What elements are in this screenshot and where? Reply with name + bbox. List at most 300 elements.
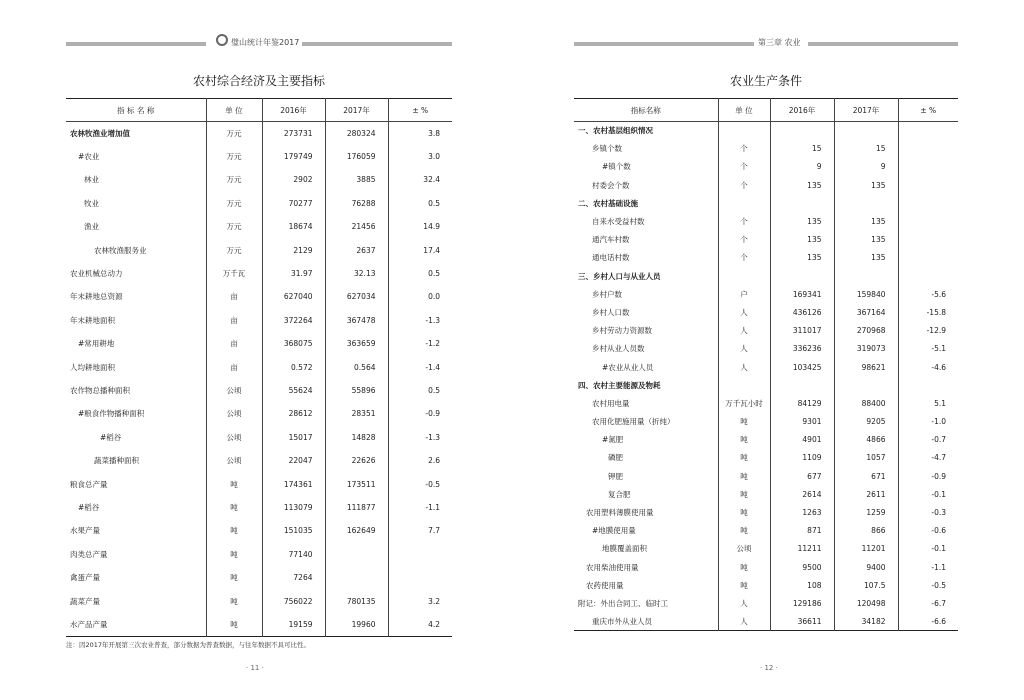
cell-y2017: 1259 (834, 503, 898, 521)
cell-unit: 个 (718, 176, 770, 194)
column-header-name: 指 标 名 称 (66, 99, 206, 122)
column-header-2016: 2016年 (262, 99, 325, 122)
cell-y2017: 866 (834, 522, 898, 540)
cell-y2016: 627040 (262, 285, 325, 308)
cell-unit: 人 (718, 594, 770, 612)
cell-unit: 户 (718, 285, 770, 303)
cell-name: 年末耕地面积 (70, 315, 115, 325)
cell-unit: 吨 (206, 589, 262, 612)
table-row (66, 543, 452, 566)
cell-y2016: 756022 (262, 589, 325, 612)
column-header-unit: 单 位 (718, 99, 770, 122)
cell-y2017: 159840 (834, 285, 898, 303)
cell-unit: 个 (718, 212, 770, 230)
cell-y2017: 135 (834, 176, 898, 194)
cell-unit: 吨 (718, 467, 770, 485)
cell-y2017: 19960 (325, 613, 388, 636)
table-row (66, 285, 452, 308)
cell-y2016: 84129 (770, 394, 834, 412)
cell-y2016: 273731 (262, 122, 325, 145)
cell-pct: -1.0 (898, 413, 958, 431)
cell-y2017: 107.5 (834, 576, 898, 594)
cell-unit: 吨 (718, 503, 770, 521)
cell-unit: 个 (718, 249, 770, 267)
cell-name: 乡镇个数 (592, 144, 622, 154)
cell-unit: 个 (718, 231, 770, 249)
cell-pct: 7.7 (388, 519, 452, 542)
table-header-row (66, 99, 452, 122)
table-row (66, 122, 452, 145)
cell-unit: 公顷 (206, 449, 262, 472)
cell-y2016: 2129 (262, 238, 325, 261)
cell-y2017: 76288 (325, 192, 388, 215)
cell-y2017: 14828 (325, 426, 388, 449)
cell-pct: -0.6 (898, 522, 958, 540)
cell-unit: 亩 (206, 309, 262, 332)
cell-unit: 吨 (718, 485, 770, 503)
cell-unit: 人 (718, 358, 770, 376)
cell-y2016: 135 (770, 176, 834, 194)
cell-name: 人均耕地面积 (70, 362, 115, 372)
page-number: · 12 · (760, 664, 778, 672)
cell-y2017: 88400 (834, 394, 898, 412)
cell-y2017: 9205 (834, 413, 898, 431)
cell-pct: -1.4 (388, 355, 452, 378)
right-page (512, 0, 1024, 700)
header-rule-left (574, 42, 754, 46)
cell-pct: -1.2 (388, 332, 452, 355)
table-row (66, 589, 452, 612)
cell-pct: 4.2 (388, 613, 452, 636)
cell-y2017: 22626 (325, 449, 388, 472)
cell-y2017: 11201 (834, 540, 898, 558)
table-row (66, 192, 452, 215)
cell-y2016: 70277 (262, 192, 325, 215)
cell-y2016 (770, 267, 834, 285)
column-header-2017: 2017年 (834, 99, 898, 122)
cell-y2016: 15 (770, 140, 834, 158)
cell-pct (898, 122, 958, 140)
cell-y2017 (834, 376, 898, 394)
cell-y2016: 22047 (262, 449, 325, 472)
table-row (574, 322, 958, 340)
table-row (574, 303, 958, 321)
cell-y2017: 21456 (325, 215, 388, 238)
cell-name: 农用塑料薄膜使用量 (586, 508, 654, 518)
header-rule-right (302, 42, 452, 46)
data-table (66, 98, 452, 637)
cell-name: 自来水受益村数 (592, 217, 645, 227)
cell-name: 钾肥 (608, 471, 623, 481)
cell-name: 一、农村基层组织情况 (578, 126, 653, 136)
cell-y2016: 311017 (770, 322, 834, 340)
cell-y2017: 135 (834, 231, 898, 249)
cell-y2017: 9400 (834, 558, 898, 576)
cell-y2016: 2614 (770, 485, 834, 503)
cell-y2017: 173511 (325, 472, 388, 495)
cell-name: #粮食作物播种面积 (78, 409, 145, 419)
page-title: 农村综合经济及主要指标 (192, 74, 325, 88)
cell-name: #氮肥 (602, 435, 624, 445)
cell-y2016: 103425 (770, 358, 834, 376)
cell-name: 农用化肥施用量（折纯） (592, 417, 675, 427)
cell-unit (718, 194, 770, 212)
column-header-2017: 2017年 (325, 99, 388, 122)
table-row (66, 238, 452, 261)
cell-unit: 公顷 (718, 540, 770, 558)
table-row (574, 503, 958, 521)
cell-y2016: 4901 (770, 431, 834, 449)
cell-unit: 个 (718, 140, 770, 158)
cell-pct: 32.4 (388, 168, 452, 191)
cell-unit: 万千瓦小时 (718, 394, 770, 412)
cell-pct: -0.1 (898, 540, 958, 558)
cell-unit: 万元 (206, 122, 262, 145)
cell-pct: 2.6 (388, 449, 452, 472)
cell-pct: -5.1 (898, 340, 958, 358)
cell-y2016: 36611 (770, 613, 834, 631)
table-row (574, 158, 958, 176)
cell-pct (898, 231, 958, 249)
cell-y2016: 436126 (770, 303, 834, 321)
cell-unit: 万元 (206, 215, 262, 238)
cell-pct (898, 212, 958, 230)
page-number: · 11 · (246, 664, 264, 672)
table-row (574, 449, 958, 467)
cell-unit (718, 267, 770, 285)
cell-unit: 万元 (206, 145, 262, 168)
cell-name: 农林牧渔业增加值 (70, 128, 130, 138)
table-row (66, 145, 452, 168)
cell-name: 肉类总产量 (70, 549, 108, 559)
cell-y2016: 7264 (262, 566, 325, 589)
cell-pct (898, 158, 958, 176)
table-row (66, 332, 452, 355)
table-row (574, 176, 958, 194)
cell-name: 地膜覆盖面积 (602, 544, 647, 554)
cell-unit: 公顷 (206, 402, 262, 425)
data-table (574, 98, 958, 631)
cell-name: 乡村户数 (592, 289, 622, 299)
cell-unit: 人 (718, 322, 770, 340)
cell-name: #地膜使用量 (592, 526, 636, 536)
cell-y2017: 363659 (325, 332, 388, 355)
cell-y2016: 151035 (262, 519, 325, 542)
column-header-unit: 单 位 (206, 99, 262, 122)
table-row (574, 358, 958, 376)
cell-unit: 吨 (206, 472, 262, 495)
cell-pct: 3.0 (388, 145, 452, 168)
cell-unit: 吨 (718, 449, 770, 467)
table-row (66, 402, 452, 425)
cell-unit: 吨 (718, 576, 770, 594)
cell-name: 农林牧渔服务业 (94, 245, 147, 255)
cell-unit: 亩 (206, 285, 262, 308)
cell-name: 农村用电量 (592, 398, 630, 408)
cell-y2017 (325, 543, 388, 566)
cell-pct: -1.3 (388, 309, 452, 332)
cell-y2016: 28612 (262, 402, 325, 425)
cell-y2017: 55896 (325, 379, 388, 402)
table-row (66, 355, 452, 378)
table-row (574, 394, 958, 412)
cell-y2016: 1109 (770, 449, 834, 467)
cell-pct: -4.7 (898, 449, 958, 467)
cell-y2016: 9500 (770, 558, 834, 576)
header-rule-right (808, 42, 958, 46)
cell-y2016 (770, 376, 834, 394)
cell-name: #农业从业人员 (602, 362, 654, 372)
cell-y2016: 135 (770, 212, 834, 230)
table-row (574, 376, 958, 394)
cell-name: 通汽车村数 (592, 235, 630, 245)
cell-name: 村委会个数 (592, 180, 630, 190)
table-row (66, 472, 452, 495)
header-rule-left (66, 42, 206, 46)
cell-y2016: 15017 (262, 426, 325, 449)
cell-name: 乡村劳动力资源数 (592, 326, 652, 336)
cell-pct (898, 140, 958, 158)
table-row (574, 467, 958, 485)
cell-pct (898, 376, 958, 394)
column-header-2016: 2016年 (770, 99, 834, 122)
column-header-change: ± % (898, 99, 958, 122)
cell-y2017 (834, 267, 898, 285)
cell-name: 蔬菜播种面积 (94, 456, 139, 466)
cell-y2017 (834, 122, 898, 140)
cell-pct: 0.5 (388, 262, 452, 285)
cell-y2016: 108 (770, 576, 834, 594)
cell-y2017: 280324 (325, 122, 388, 145)
table-row (66, 379, 452, 402)
cell-name: 水产品产量 (70, 619, 108, 629)
cell-y2016: 372264 (262, 309, 325, 332)
cell-pct (388, 566, 452, 589)
cell-name: 二、农村基础设施 (578, 198, 638, 208)
cell-unit: 公顷 (206, 426, 262, 449)
cell-unit: 吨 (718, 431, 770, 449)
cell-y2016: 113079 (262, 496, 325, 519)
cell-name: 三、乡村人口与从业人员 (578, 271, 661, 281)
header-text: 璧山统计年鉴2017 (231, 38, 300, 47)
cell-name: #常用耕地 (78, 339, 115, 349)
column-header-change: ± % (388, 99, 452, 122)
cell-pct: -5.6 (898, 285, 958, 303)
cell-name: 磷肥 (608, 453, 623, 463)
cell-y2017: 0.564 (325, 355, 388, 378)
table-row (574, 231, 958, 249)
cell-unit: 吨 (718, 558, 770, 576)
cell-unit: 吨 (206, 566, 262, 589)
table-row (574, 340, 958, 358)
cell-pct: -1.3 (388, 426, 452, 449)
cell-y2017: 135 (834, 212, 898, 230)
column-header-name: 指标名称 (574, 99, 718, 122)
table-row (574, 249, 958, 267)
cell-y2016: 55624 (262, 379, 325, 402)
cell-unit: 吨 (206, 613, 262, 636)
table-row (574, 431, 958, 449)
cell-pct: 3.2 (388, 589, 452, 612)
cell-y2016: 135 (770, 231, 834, 249)
cell-pct: 5.1 (898, 394, 958, 412)
cell-y2017: 1057 (834, 449, 898, 467)
table-row (574, 485, 958, 503)
cell-y2016: 135 (770, 249, 834, 267)
cell-y2017: 270968 (834, 322, 898, 340)
cell-y2016: 179749 (262, 145, 325, 168)
cell-pct (898, 267, 958, 285)
cell-unit: 万元 (206, 168, 262, 191)
cell-name: 水果产量 (70, 526, 100, 536)
table-row (66, 168, 452, 191)
table-row (574, 558, 958, 576)
cell-name: 渔业 (84, 222, 99, 232)
cell-y2016: 336236 (770, 340, 834, 358)
table-row (66, 309, 452, 332)
header-text: 第三章 农业 (758, 38, 801, 47)
cell-y2016: 0.572 (262, 355, 325, 378)
table-row (574, 194, 958, 212)
cell-name: 牧业 (84, 198, 99, 208)
cell-y2017 (325, 566, 388, 589)
cell-pct: 17.4 (388, 238, 452, 261)
cell-pct: 0.5 (388, 192, 452, 215)
table-row (574, 522, 958, 540)
cell-unit: 公顷 (206, 379, 262, 402)
table-row (66, 449, 452, 472)
table-row (574, 540, 958, 558)
yearbook-logo-icon (216, 34, 228, 46)
cell-unit: 亩 (206, 332, 262, 355)
cell-y2017: 176059 (325, 145, 388, 168)
cell-unit: 个 (718, 158, 770, 176)
cell-unit: 吨 (206, 519, 262, 542)
cell-unit: 万千瓦 (206, 262, 262, 285)
table-row (66, 215, 452, 238)
cell-pct: -4.6 (898, 358, 958, 376)
cell-y2017: 2611 (834, 485, 898, 503)
cell-y2016: 77140 (262, 543, 325, 566)
cell-y2017: 111877 (325, 496, 388, 519)
cell-unit: 吨 (206, 496, 262, 519)
table-row (574, 122, 958, 140)
cell-name: 农业机械总动力 (70, 269, 123, 279)
cell-y2016: 9301 (770, 413, 834, 431)
cell-y2016: 1263 (770, 503, 834, 521)
cell-name: 复合肥 (608, 489, 631, 499)
cell-y2017: 162649 (325, 519, 388, 542)
cell-y2017: 780135 (325, 589, 388, 612)
cell-y2017: 3885 (325, 168, 388, 191)
cell-unit: 万元 (206, 192, 262, 215)
cell-pct: -0.9 (898, 467, 958, 485)
cell-pct: -6.7 (898, 594, 958, 612)
cell-y2016: 9 (770, 158, 834, 176)
table-row (66, 426, 452, 449)
cell-pct: 3.8 (388, 122, 452, 145)
cell-y2017: 367478 (325, 309, 388, 332)
cell-unit: 吨 (718, 413, 770, 431)
cell-y2016: 368075 (262, 332, 325, 355)
cell-name: 蔬菜产量 (70, 596, 100, 606)
table-note: 注：因2017年开展第三次农业普查，部分数据为普查数据，与往年数据不具可比性。 (66, 641, 311, 649)
cell-name: 农作物总播种面积 (70, 385, 130, 395)
cell-name: 农用柴油使用量 (586, 562, 639, 572)
cell-y2016: 169341 (770, 285, 834, 303)
cell-y2016: 2902 (262, 168, 325, 191)
cell-name: 林业 (84, 175, 99, 185)
cell-unit (718, 122, 770, 140)
cell-y2017: 319073 (834, 340, 898, 358)
cell-name: 乡村从业人员数 (592, 344, 645, 354)
table-row (66, 496, 452, 519)
table-row (574, 576, 958, 594)
cell-name: 四、农村主要能源及物耗 (578, 380, 661, 390)
cell-unit (718, 376, 770, 394)
cell-y2016: 129186 (770, 594, 834, 612)
cell-y2016: 31.97 (262, 262, 325, 285)
cell-unit: 亩 (206, 355, 262, 378)
cell-pct: 14.9 (388, 215, 452, 238)
cell-y2017: 9 (834, 158, 898, 176)
cell-y2016: 871 (770, 522, 834, 540)
cell-name: 禽蛋产量 (70, 573, 100, 583)
cell-name: 粮食总产量 (70, 479, 108, 489)
cell-pct: 0.0 (388, 285, 452, 308)
cell-unit: 人 (718, 340, 770, 358)
cell-y2017: 671 (834, 467, 898, 485)
page-title: 农业生产条件 (729, 74, 802, 88)
table-header-row (574, 99, 958, 122)
cell-pct (898, 249, 958, 267)
table-row (574, 140, 958, 158)
cell-name: #农业 (78, 152, 100, 162)
cell-pct: -6.6 (898, 613, 958, 631)
table-row (66, 519, 452, 542)
cell-pct (388, 543, 452, 566)
cell-y2016: 174361 (262, 472, 325, 495)
cell-y2017: 34182 (834, 613, 898, 631)
cell-y2016: 19159 (262, 613, 325, 636)
cell-pct: -15.8 (898, 303, 958, 321)
cell-unit: 万元 (206, 238, 262, 261)
table-row (574, 594, 958, 612)
cell-y2017: 627034 (325, 285, 388, 308)
cell-y2016 (770, 122, 834, 140)
cell-pct (898, 176, 958, 194)
cell-unit: 人 (718, 303, 770, 321)
table-row (574, 267, 958, 285)
cell-name: #稻谷 (78, 502, 100, 512)
cell-y2016: 11211 (770, 540, 834, 558)
cell-name: 年末耕地总资源 (70, 292, 123, 302)
cell-name: 附记：外出合同工、临时工 (578, 598, 668, 608)
cell-y2017: 98621 (834, 358, 898, 376)
table-row (574, 212, 958, 230)
cell-y2017: 32.13 (325, 262, 388, 285)
table-row (66, 613, 452, 636)
cell-y2016: 677 (770, 467, 834, 485)
cell-pct: -0.1 (898, 485, 958, 503)
cell-y2017: 135 (834, 249, 898, 267)
table-row (574, 413, 958, 431)
cell-pct: -0.7 (898, 431, 958, 449)
table-row (66, 566, 452, 589)
cell-pct: -0.9 (388, 402, 452, 425)
cell-pct: -0.3 (898, 503, 958, 521)
cell-y2016 (770, 194, 834, 212)
